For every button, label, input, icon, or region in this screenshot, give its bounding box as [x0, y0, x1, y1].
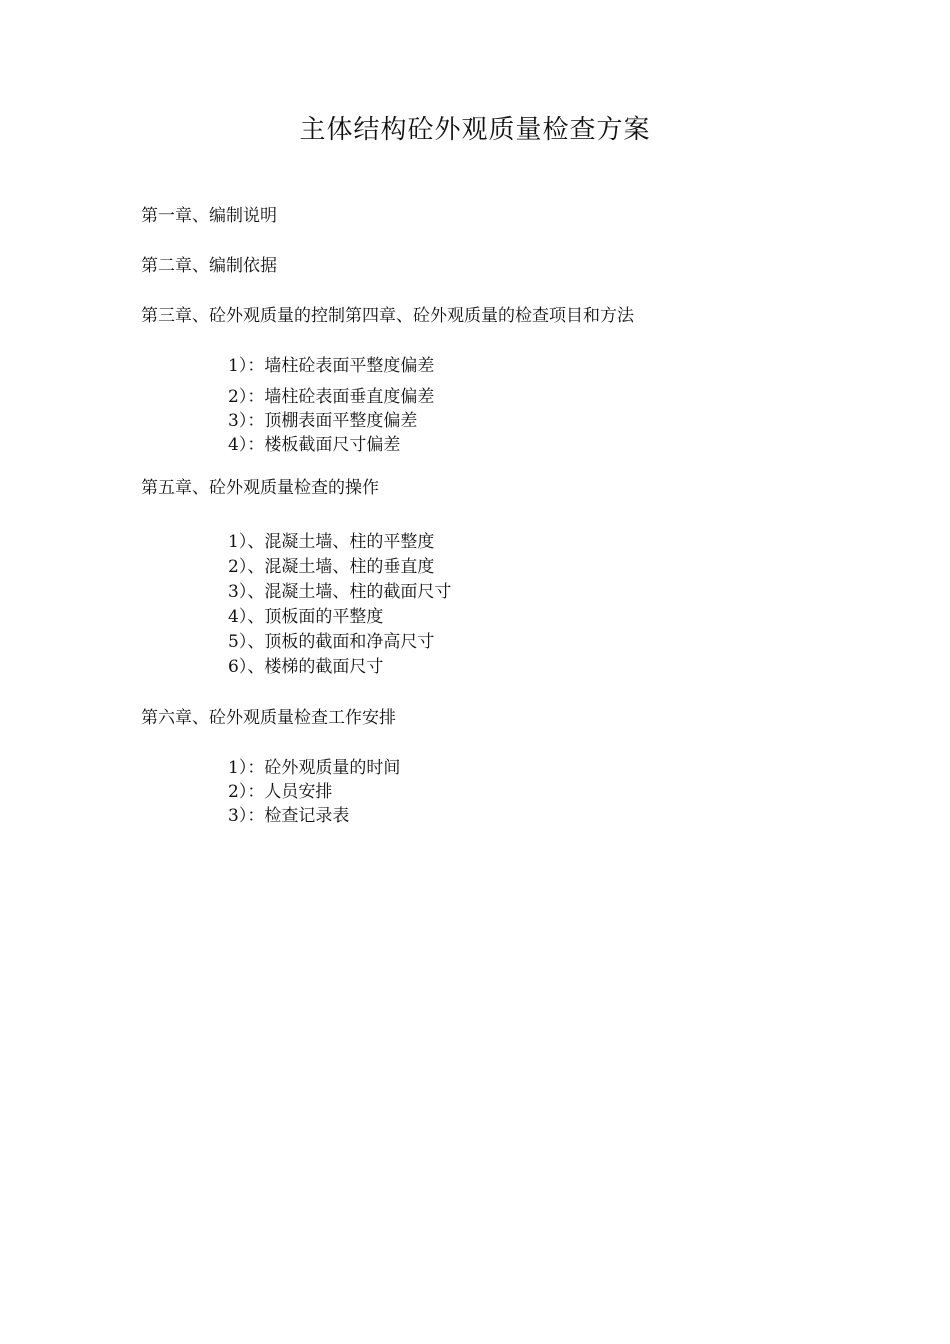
chapter-6-item-3: 3）：检查记录表	[228, 806, 350, 826]
chapter-6-item-2: 2）：人员安排	[228, 782, 333, 802]
chapter-5-heading: 第五章、砼外观质量检查的操作	[141, 478, 379, 498]
chapter-6-heading: 第六章、砼外观质量检查工作安排	[141, 708, 396, 728]
chapter-2-heading: 第二章、编制依据	[141, 256, 277, 276]
chapter-5-item-6: 6）、楼梯的截面尺寸	[228, 657, 384, 677]
chapter-4-item-4: 4）：楼板截面尺寸偏差	[228, 435, 401, 455]
chapter-5-item-2: 2）、混凝土墙、柱的垂直度	[228, 557, 435, 577]
chapter-4-item-1: 1）：墙柱砼表面平整度偏差	[228, 356, 435, 376]
chapter-1-heading: 第一章、编制说明	[141, 206, 277, 226]
chapter-5-item-4: 4）、顶板面的平整度	[228, 607, 384, 627]
chapter-5-item-3: 3）、混凝土墙、柱的截面尺寸	[228, 582, 452, 602]
chapter-5-item-5: 5）、顶板的截面和净高尺寸	[228, 632, 435, 652]
chapter-5-item-1: 1）、混凝土墙、柱的平整度	[228, 532, 435, 552]
chapter-4-item-2: 2）：墙柱砼表面垂直度偏差	[228, 387, 435, 407]
chapter-4-item-3: 3）：顶棚表面平整度偏差	[228, 411, 418, 431]
chapter-3-4-heading: 第三章、砼外观质量的控制第四章、砼外观质量的检查项目和方法	[141, 306, 634, 326]
document-title: 主体结构砼外观质量检查方案	[299, 115, 651, 145]
chapter-6-item-1: 1）：砼外观质量的时间	[228, 758, 401, 778]
